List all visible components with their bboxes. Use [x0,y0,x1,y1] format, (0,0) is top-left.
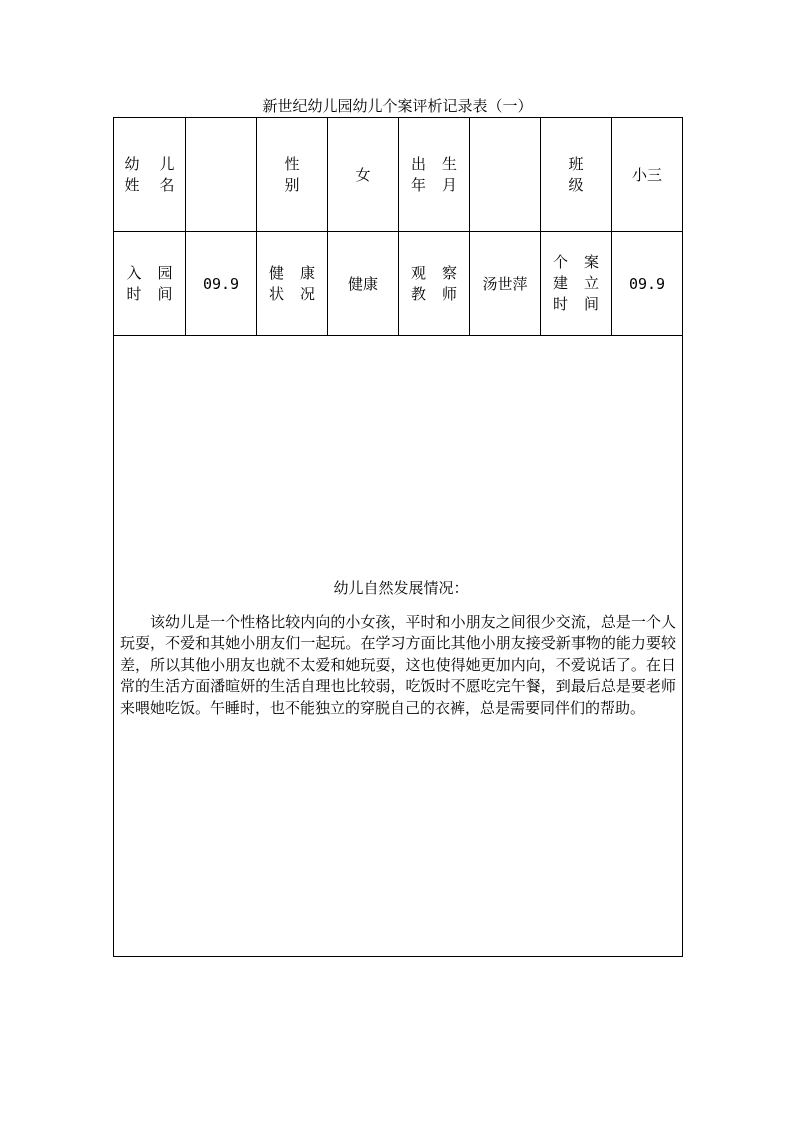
name-value [186,118,257,232]
birth-value [470,118,541,232]
name-label-cell [114,118,186,232]
health-label: 健 康 状 况 [269,263,315,303]
health-value: 健康 [328,232,399,336]
enroll-label-cell [114,232,186,336]
casedate-label: 个 案 建 立 时 间 [553,253,599,313]
observer-label-cell [399,232,470,336]
birth-label-cell [399,118,470,232]
class-label-cell [541,118,612,232]
enroll-value: 09.9 [186,232,257,336]
info-row-1 [114,118,683,232]
gender-label-cell [257,118,328,232]
gender-label: 性 别 [284,154,300,194]
observer-label: 观 察 教 师 [411,263,457,303]
enroll-label: 入 园 时 间 [126,263,173,303]
class-value: 小三 [612,118,683,232]
gender-value: 女 [328,118,399,232]
class-label: 班 级 [568,154,584,194]
name-label: 幼 儿 姓 名 [124,154,175,194]
info-row-2 [114,232,683,336]
development-body: 该幼儿是一个性格比较内向的小女孩，平时和小朋友之间很少交流，总是一个人玩耍，不爱和其她小朋友们一起玩。在学习方面比其他小朋友接受新事物的能力要较差，所以其他小朋友也就不太爱和她玩耍，这也使得她更加内向，不爱说话了。在日常的生活方面潘暄妍的生活自理也比较弱，吃饭时不愿吃完午餐，到最后总是要老师来喂她吃饭。午睡时，也不能独立的穿脱自己的衣裤，总是需要同伴们的帮助。 [120,612,676,717]
development-cell [114,336,683,957]
development-row [114,336,683,957]
casedate-value: 09.9 [612,232,683,336]
birth-label: 出 生 年 月 [411,154,457,194]
health-label-cell [257,232,328,336]
development-heading: 幼儿自然发展情况： [333,578,469,597]
record-table [113,117,683,957]
observer-value: 汤世萍 [470,232,541,336]
document-title: 新世纪幼儿园幼儿个案评析记录表（一） [262,97,533,115]
casedate-label-cell [541,232,612,336]
